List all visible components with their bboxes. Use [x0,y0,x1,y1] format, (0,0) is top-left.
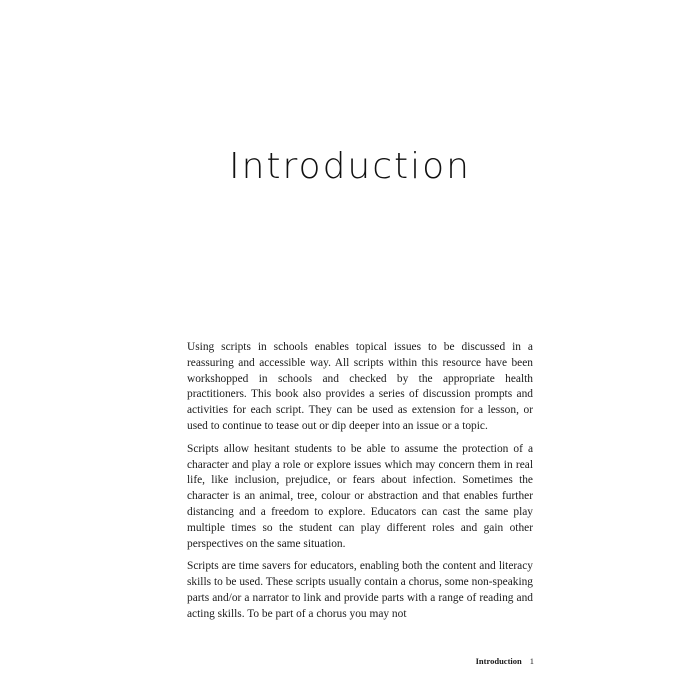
page-number: 1 [529,656,534,666]
footer-section-title: Introduction [475,656,522,666]
paragraph-1: Using scripts in schools enables topical issues to be discussed in a reassuring and accessible way. All scripts within this resource have been workshopped in schools and checked by the appropriate health practitioners. This book also provides a series of discussion prompts and activities for each script. They can be used as extension for a lesson, or used to continue to tease out or dip deeper into an issue or a topic. [187,341,533,432]
paragraph-2: Scripts allow hesitant students to be able to assume the protection of a character and play a role or explore issues which may concern them in real life, like inclusion, prejudice, or fears about infection. Sometimes the character is an animal, tree, colour or abstraction and that enables further distancing and a freedom to explore. Educators can cast the same play multiple times so the student can play different roles and gain other perspectives on the same situation. [187,442,533,550]
chapter-title: Introduction [228,146,471,187]
running-footer [476,656,534,666]
paragraph-3: Scripts are time savers for educators, enabling both the content and literacy skills to be used. These scripts usually contain a chorus, some non-speaking parts and/or a narrator to link and provide parts with a range of reading and acting skills. To be part of a chorus you may not [187,560,533,620]
body-text [187,340,533,630]
